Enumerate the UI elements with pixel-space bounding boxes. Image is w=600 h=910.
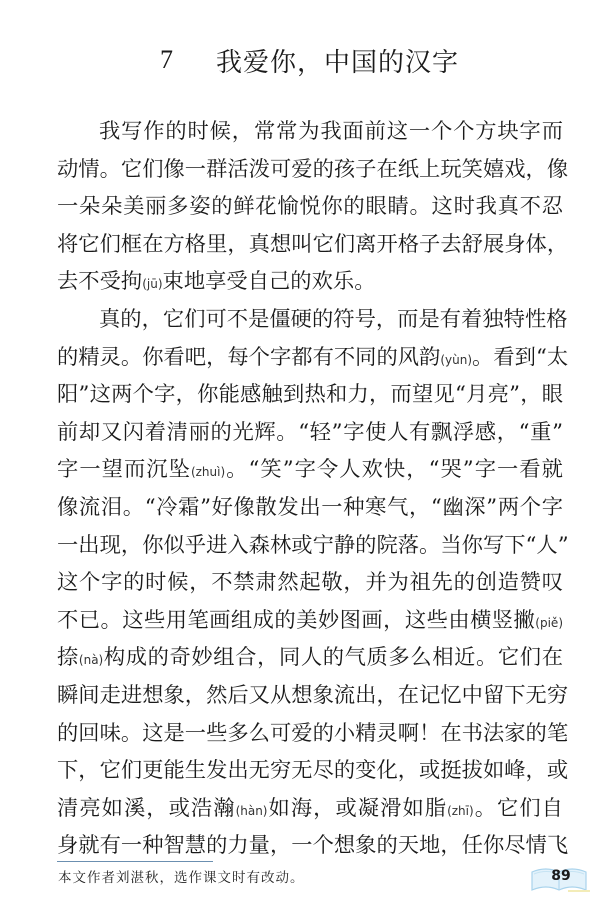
text-run: 。“笑”字令人欢快，“哭”字一看就: [225, 457, 563, 483]
text-run: 将它们框在方格里，真想叫它们离开格子去舒展身体，: [57, 231, 569, 257]
text-line: [57, 376, 563, 414]
text-line: [57, 263, 563, 301]
text-run: 下，它们更能生发出无穷无尽的变化，或挺拔如峰，或: [57, 758, 569, 784]
text-run: 一出现，你似乎进入森林或宁静的院落。当你写下“人”: [57, 532, 569, 558]
footnote-divider: [57, 861, 213, 862]
footnote: 本文作者刘湛秋，选作课文时有改动。: [58, 870, 305, 886]
text-line: [57, 715, 569, 753]
text-line: [57, 677, 569, 715]
text-run: 的精灵。你看吧，每个字都有不同的风韵: [57, 344, 441, 370]
text-run: 构成的奇妙组合，同人的气质多么相近。它们在: [103, 645, 563, 671]
text-line: [57, 151, 569, 189]
lesson-heading: [150, 40, 459, 80]
lesson-title: 我爱你，中国的汉字: [216, 47, 460, 78]
text-line: [57, 564, 563, 602]
text-line: [57, 451, 563, 489]
text-run: 这个字的时候，不禁肃然起敬，并为祖先的创造赞叹: [57, 570, 563, 596]
lesson-body: [57, 113, 569, 865]
text-run: 阳”这两个字，你能感触到热和力，而望见“月亮”，眼: [57, 382, 563, 408]
page-number-badge: [528, 860, 590, 896]
text-line: [57, 113, 563, 151]
text-run: 不已。这些用笔画组成的美妙图画，这些由横竖撇: [57, 607, 536, 633]
text-run: 去不受拘: [57, 269, 143, 295]
pinyin-annotation: (jū): [142, 277, 163, 292]
text-run: 动情。它们像一群活泼可爱的孩子在纸上玩笑嬉戏，像: [57, 156, 569, 182]
page-number: 89: [551, 868, 571, 884]
text-line: [57, 602, 563, 640]
text-run: 我写作的时候，常常为我面前这一个个方块字而: [99, 119, 563, 144]
text-line: [57, 188, 563, 226]
text-run: 束地享受自己的欢乐。: [162, 269, 376, 295]
text-run: 捺: [57, 645, 79, 671]
text-run: 一朵朵美丽多姿的鲜花愉悦你的眼睛。这时我真不忍: [57, 194, 563, 220]
lesson-number: 7: [150, 45, 216, 75]
text-run: 。看到“太: [472, 344, 569, 370]
pinyin-annotation: (piě): [535, 615, 563, 630]
text-line: [57, 301, 568, 339]
text-line: [57, 827, 569, 865]
text-run: 清亮如溪，或浩瀚: [57, 795, 236, 821]
pinyin-annotation: (zhuì): [190, 465, 226, 480]
pinyin-annotation: (hàn): [235, 803, 268, 818]
text-line: [57, 339, 569, 377]
text-line: [57, 639, 563, 677]
text-run: 像流泪。“冷霜”好像散发出一种寒气，“幽深”两个字: [57, 494, 563, 520]
text-run: 身就有一种智慧的力量，一个想象的天地，任你尽情飞: [57, 833, 569, 859]
text-run: 如海，或凝滑如脂: [267, 795, 448, 821]
pinyin-annotation: (yùn): [440, 352, 473, 367]
text-run: 前却又闪着清丽的光辉。“轻”字使人有飘浮感，“重”: [57, 419, 563, 445]
text-line: [57, 752, 569, 790]
text-line: [57, 489, 563, 527]
text-run: 。它们自: [473, 795, 563, 821]
text-line: [57, 414, 563, 452]
text-run: 的回味。这是一些多么可爱的小精灵啊！在书法家的笔: [57, 720, 569, 746]
text-line: [57, 226, 569, 264]
text-run: 字一望而沉坠: [57, 457, 191, 483]
text-line: [57, 527, 569, 565]
text-line: [57, 790, 563, 828]
pinyin-annotation: (nà): [78, 653, 104, 668]
text-run: 瞬间走进想象，然后又从想象流出，在记忆中留下无穷: [57, 682, 569, 708]
pinyin-annotation: (zhī): [447, 803, 474, 818]
text-run: 真的，它们可不是僵硬的符号，而是有着独特性格: [99, 306, 568, 332]
